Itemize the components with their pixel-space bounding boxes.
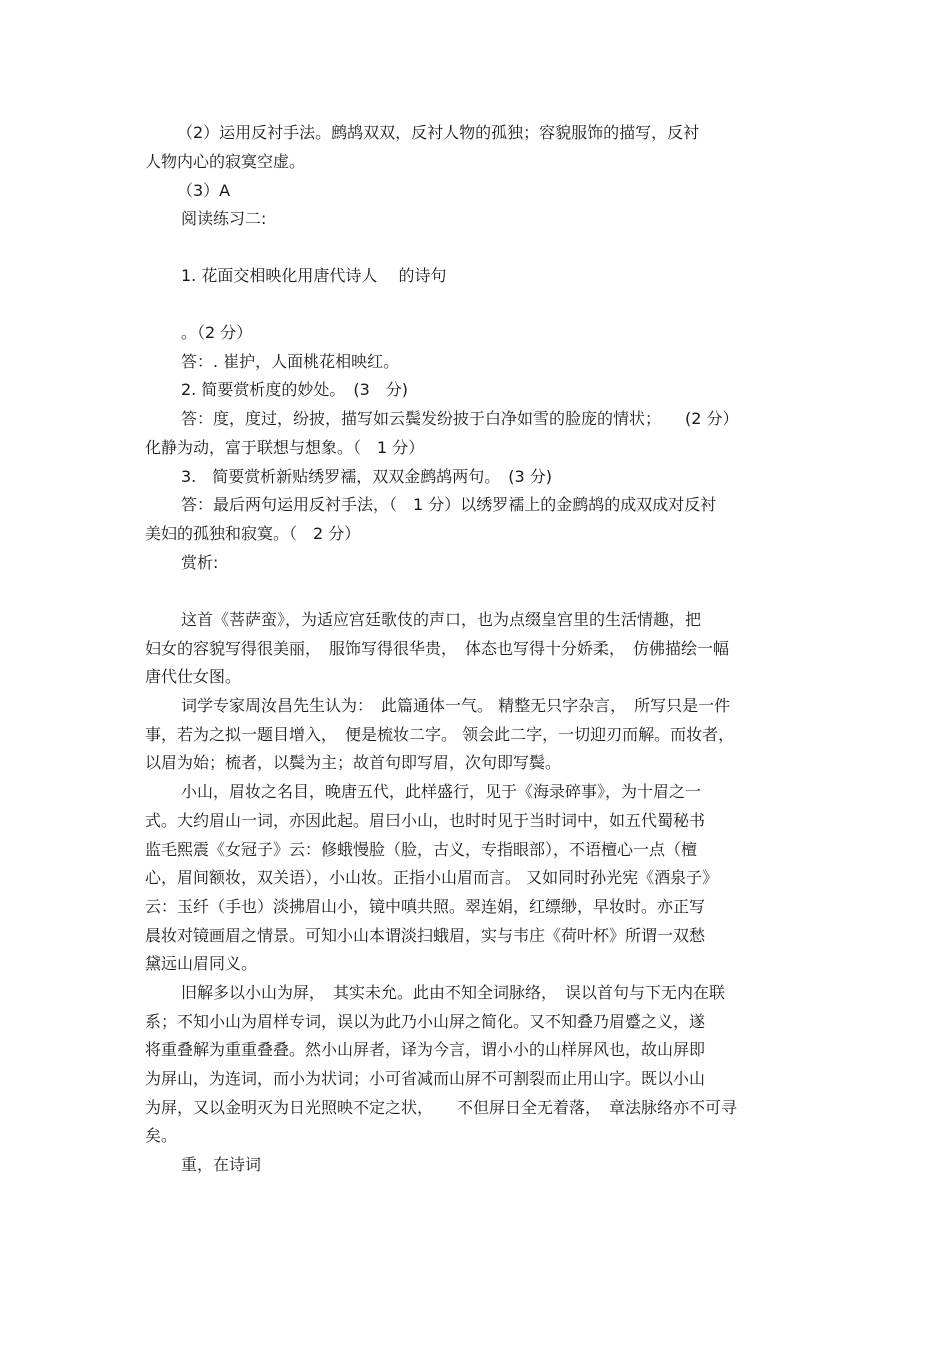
text-line: 重，在诗词 bbox=[181, 1155, 262, 1174]
text-line: 1. 花面交相映化用唐代诗人 的诗句 bbox=[181, 266, 447, 285]
text-line: 答：最后两句运用反衬手法，（ 1 分）以绣罗襦上的金鹧鸪的成双成对反衬 bbox=[181, 495, 717, 514]
text-line: 旧解多以小山为屏， 其实未允。此由不知全词脉络， 误以首句与下无内在联 bbox=[181, 983, 726, 1002]
text-line: 答：. 崔护，人面桃花相映红。 bbox=[181, 352, 400, 371]
text-line: 黛远山眉同义。 bbox=[145, 954, 258, 973]
text-line: 美妇的孤独和寂寞。（ 2 分） bbox=[145, 524, 361, 543]
text-line: 云：玉纤（手也）淡拂眉山小，镜中嗔共照。翠连娟，红缥缈，早妆时。亦正写 bbox=[145, 897, 706, 916]
text-line: 晨妆对镜画眉之情景。可知小山本谓淡扫蛾眉，实与韦庄《荷叶杯》所谓一双愁 bbox=[145, 926, 706, 945]
text-line: 化静为动，富于联想与想象。（ 1 分） bbox=[145, 438, 425, 457]
text-line: 系；不知小山为眉样专词，误以为此乃小山屏之简化。又不知叠乃眉蹙之义，遂 bbox=[145, 1012, 706, 1031]
text-line: 词学专家周汝昌先生认为： 此篇通体一气。 精整无只字杂言， 所写只是一件 bbox=[181, 696, 731, 715]
text-line: 唐代仕女图。 bbox=[145, 667, 242, 686]
text-line: 阅读练习二: bbox=[181, 209, 267, 228]
text-line: 赏析: bbox=[181, 553, 219, 572]
text-line: 。（2 分） bbox=[181, 323, 253, 342]
text-line: 矣。 bbox=[145, 1126, 178, 1145]
text-line: （2）运用反衬手法。鹧鸪双双，反衬人物的孤独；容貌服饰的描写，反衬 bbox=[177, 123, 700, 142]
text-line: 小山，眉妆之名目，晚唐五代，此样盛行，见于《海录碎事》，为十眉之一 bbox=[181, 782, 702, 801]
text-line: 式。大约眉山一词，亦因此起。眉曰小山，也时时见于当时词中，如五代蜀秘书 bbox=[145, 811, 706, 830]
text-line: 心，眉间额妆，双关语），小山妆。正指小山眉而言。 又如同时孙光宪《酒泉子》 bbox=[145, 868, 719, 887]
text-line: 以眉为始；梳者，以鬓为主；故首句即写眉，次句即写鬓。 bbox=[145, 753, 562, 772]
text-line: 事，若为之拟一题目增入， 便是梳妆二字。 领会此二字，一切迎刃而解。而妆者， bbox=[145, 725, 735, 744]
text-line: 将重叠解为重重叠叠。然小山屏者，译为今言，谓小小的山样屏风也，故山屏即 bbox=[145, 1040, 706, 1059]
text-line: （3）A bbox=[177, 181, 231, 200]
text-line: 2. 简要赏析度的妙处。 (3 分) bbox=[181, 380, 409, 399]
text-line: 为屏山，为连词，而小为状词；小可省减而山屏不可割裂而止用山字。既以小山 bbox=[145, 1069, 706, 1088]
text-line: 监毛熙震《女冠子》云：修蛾慢脸（脸，古义，专指眼部），不语檀心一点（檀 bbox=[145, 840, 698, 859]
text-line: 这首《菩萨蛮》，为适应宫廷歌伎的声口，也为点缀皇宫里的生活情趣，把 bbox=[181, 610, 702, 629]
text-line: 人物内心的寂寞空虚。 bbox=[145, 152, 306, 171]
text-line: 为屏，又以金明灭为日光照映不定之状， 不但屏日全无着落， 章法脉络亦不可寻 bbox=[145, 1098, 738, 1117]
text-line: 答：度，度过，纷披，描写如云鬓发纷披于白净如雪的脸庞的情状； (2 分） bbox=[181, 409, 739, 428]
text-line: 妇女的容貌写得很美丽， 服饰写得很华贵， 体态也写得十分娇柔， 仿佛描绘一幅 bbox=[145, 639, 730, 658]
text-line: 3. 简要赏析新贴绣罗襦，双双金鹧鸪两句。 (3 分) bbox=[181, 467, 553, 486]
